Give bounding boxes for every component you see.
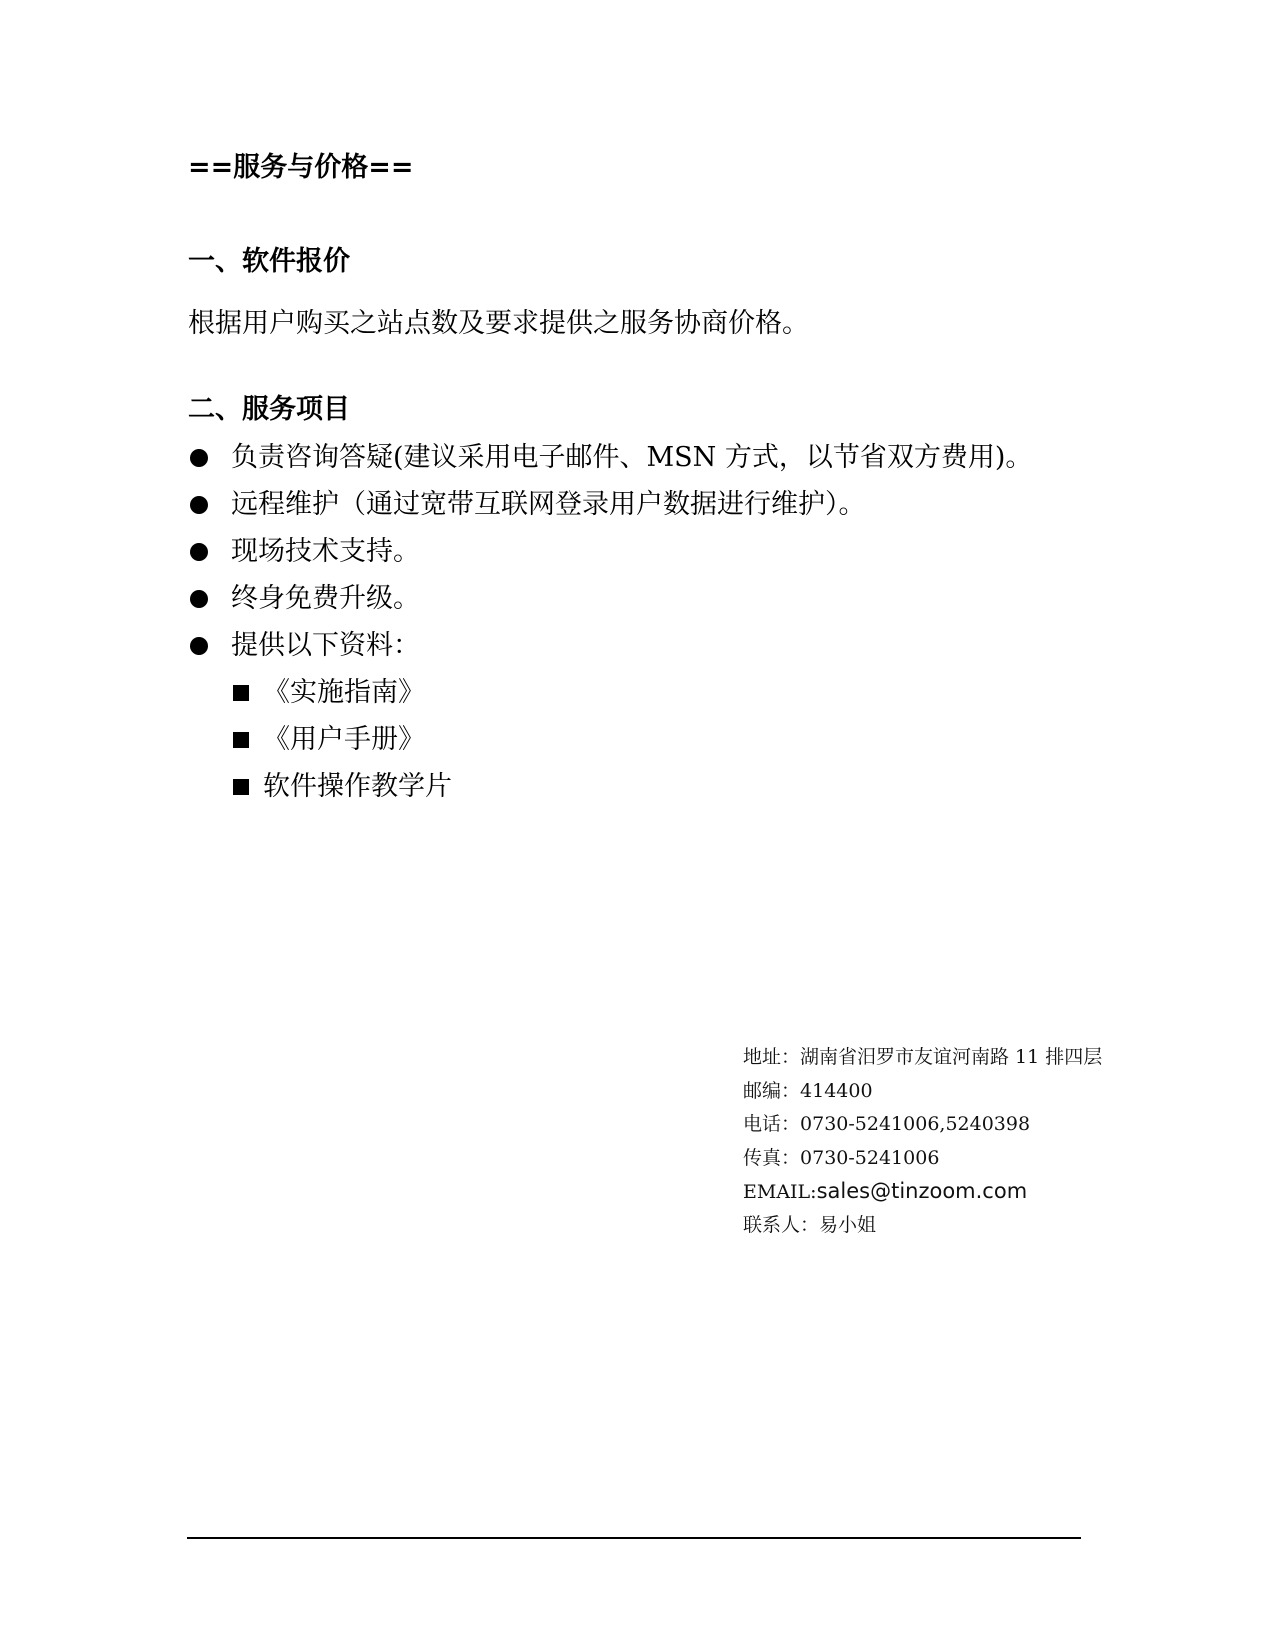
fax-label: 传真： bbox=[743, 1146, 801, 1169]
material-item-text: 《用户手册》 bbox=[263, 724, 425, 755]
person-label: 联系人： bbox=[743, 1213, 820, 1236]
contact-fax bbox=[743, 1145, 1102, 1179]
contact-block bbox=[743, 1044, 1102, 1245]
service-item-text: 终身免费升级。 bbox=[231, 583, 420, 614]
bullet-icon bbox=[190, 449, 208, 467]
postcode-label: 邮编： bbox=[743, 1079, 801, 1102]
material-item-text: 《实施指南》 bbox=[263, 677, 425, 708]
bullet-icon bbox=[190, 590, 208, 608]
material-item-text: 软件操作教学片 bbox=[263, 771, 452, 802]
email-label: EMAIL: bbox=[743, 1181, 817, 1203]
email-link[interactable]: sales@tinzoom.com bbox=[816, 1179, 1028, 1203]
square-bullet-icon bbox=[233, 732, 249, 748]
service-item-text: 远程维护（通过宽带互联网登录用户数据进行维护）。 bbox=[231, 489, 866, 520]
contact-address bbox=[743, 1044, 1102, 1078]
document-title: ==服务与价格== bbox=[188, 152, 414, 183]
square-bullet-icon bbox=[233, 685, 249, 701]
contact-postcode bbox=[743, 1078, 1102, 1112]
contact-phone bbox=[743, 1111, 1102, 1145]
bullet-icon bbox=[190, 637, 208, 655]
square-bullet-icon bbox=[233, 779, 249, 795]
bullet-icon bbox=[190, 496, 208, 514]
footer-divider bbox=[187, 1537, 1081, 1539]
pricing-text: 根据用户购买之站点数及要求提供之服务协商价格。 bbox=[188, 308, 809, 339]
service-item-text: 提供以下资料： bbox=[231, 630, 420, 661]
person-value: 易小姐 bbox=[819, 1213, 877, 1236]
address-label: 地址： bbox=[743, 1046, 801, 1068]
phone-label: 电话： bbox=[743, 1113, 801, 1135]
service-item-text: 现场技术支持。 bbox=[231, 536, 420, 567]
service-item-text: 负责咨询答疑(建议采用电子邮件、MSN 方式，以节省双方费用)。 bbox=[231, 442, 1033, 473]
bullet-icon bbox=[190, 543, 208, 561]
address-value: 湖南省汨罗市友谊河南路 11 排四层 bbox=[800, 1046, 1103, 1068]
fax-value: 0730-5241006 bbox=[800, 1146, 940, 1169]
postcode-value: 414400 bbox=[800, 1079, 873, 1102]
section-heading-pricing: 一、软件报价 bbox=[188, 246, 350, 277]
section-heading-services: 二、服务项目 bbox=[188, 394, 350, 425]
contact-email bbox=[743, 1178, 1102, 1212]
contact-person bbox=[743, 1212, 1102, 1246]
phone-value: 0730-5241006,5240398 bbox=[800, 1113, 1031, 1135]
